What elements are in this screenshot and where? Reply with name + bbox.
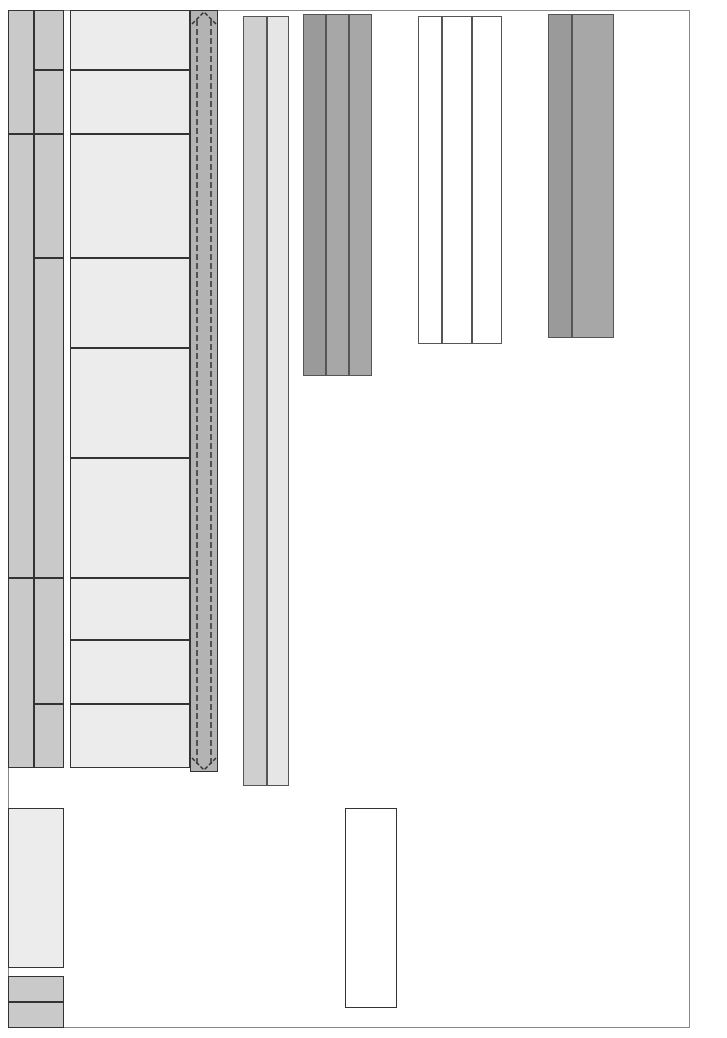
scale-public-building — [34, 10, 64, 70]
scale-national — [34, 704, 64, 768]
local-guidance-item — [442, 16, 472, 344]
area-planning — [8, 578, 34, 768]
management-plan-arrow — [190, 10, 218, 772]
citywide-guidance-title — [303, 14, 326, 376]
building-guidance-title — [548, 14, 572, 338]
plan-spatial-strategy — [70, 578, 190, 640]
citywide-guidance-item — [326, 14, 349, 376]
scale-local-public — [34, 70, 64, 134]
area-planning-urban-design — [8, 134, 34, 578]
row-label-current — [8, 808, 64, 968]
plan-osmangazi — [70, 258, 190, 348]
national-guidance-item — [267, 16, 289, 786]
figure-caption — [700, 16, 716, 1026]
scale-provincial — [34, 258, 64, 578]
plan-environmental — [70, 458, 190, 578]
scale-city-centre — [34, 134, 64, 258]
row-label-scale — [8, 976, 64, 1002]
scale-regional — [34, 578, 64, 704]
row-label-area — [8, 1002, 64, 1028]
plan-limited-development — [70, 10, 190, 70]
area-urban-design-architecture — [8, 10, 34, 134]
local-guidance-title — [418, 16, 442, 344]
plan-preservation — [70, 134, 190, 258]
building-guidance-item — [572, 14, 614, 338]
citywide-guidance-item — [349, 14, 372, 376]
plan-regional — [70, 640, 190, 704]
local-guidance-item — [472, 16, 502, 344]
plan-tenth-development — [70, 704, 190, 768]
plan-urban-design-projects — [70, 70, 190, 134]
row-label-proposed — [345, 808, 397, 1008]
national-guidance-title — [243, 16, 267, 786]
plan-central-western — [70, 348, 190, 458]
